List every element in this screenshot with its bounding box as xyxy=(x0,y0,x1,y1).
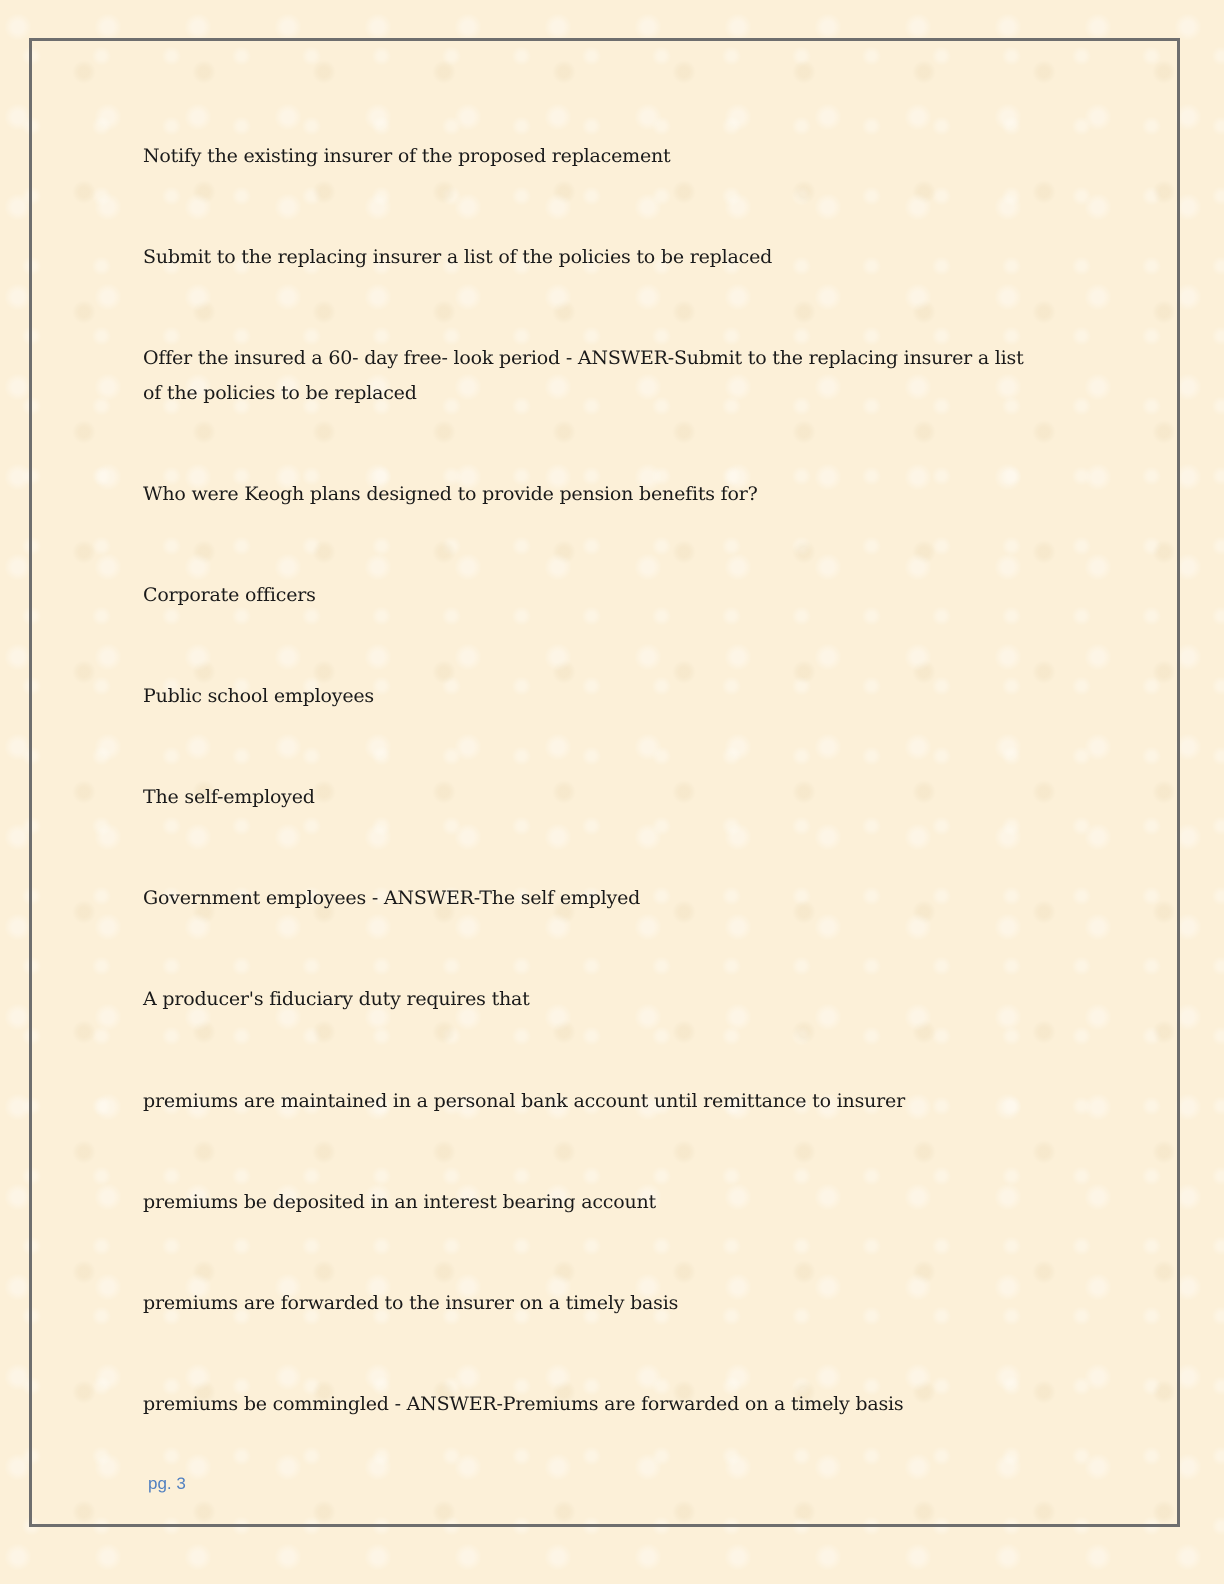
text-line: Offer the insured a 60- day free- look period - ANSWER-Submit to the replacing insurer a list of the policies to be replaced xyxy=(143,347,1024,404)
text-line: Government employees - ANSWER-The self emplyed xyxy=(143,887,641,909)
page-number: pg. 3 xyxy=(148,1474,186,1493)
text-line: premiums are forwarded to the insurer on a timely basis xyxy=(143,1292,679,1314)
text-line: Submit to the replacing insurer a list of the policies to be replaced xyxy=(143,246,773,268)
question-line: A producer's fiduciary duty requires that xyxy=(143,988,530,1010)
text-line: premiums be commingled - ANSWER-Premiums are forwarded on a timely basis xyxy=(143,1393,904,1415)
text-line: The self-employed xyxy=(143,786,315,808)
text-line: Public school employees xyxy=(143,685,374,707)
question-line: Who were Keogh plans designed to provide pension benefits for? xyxy=(143,483,758,505)
text-line: premiums be deposited in an interest bearing account xyxy=(143,1191,656,1213)
text-line: Notify the existing insurer of the proposed replacement xyxy=(143,145,671,167)
text-line: Corporate officers xyxy=(143,584,316,606)
text-line: premiums are maintained in a personal bank account until remittance to insurer xyxy=(143,1090,905,1112)
